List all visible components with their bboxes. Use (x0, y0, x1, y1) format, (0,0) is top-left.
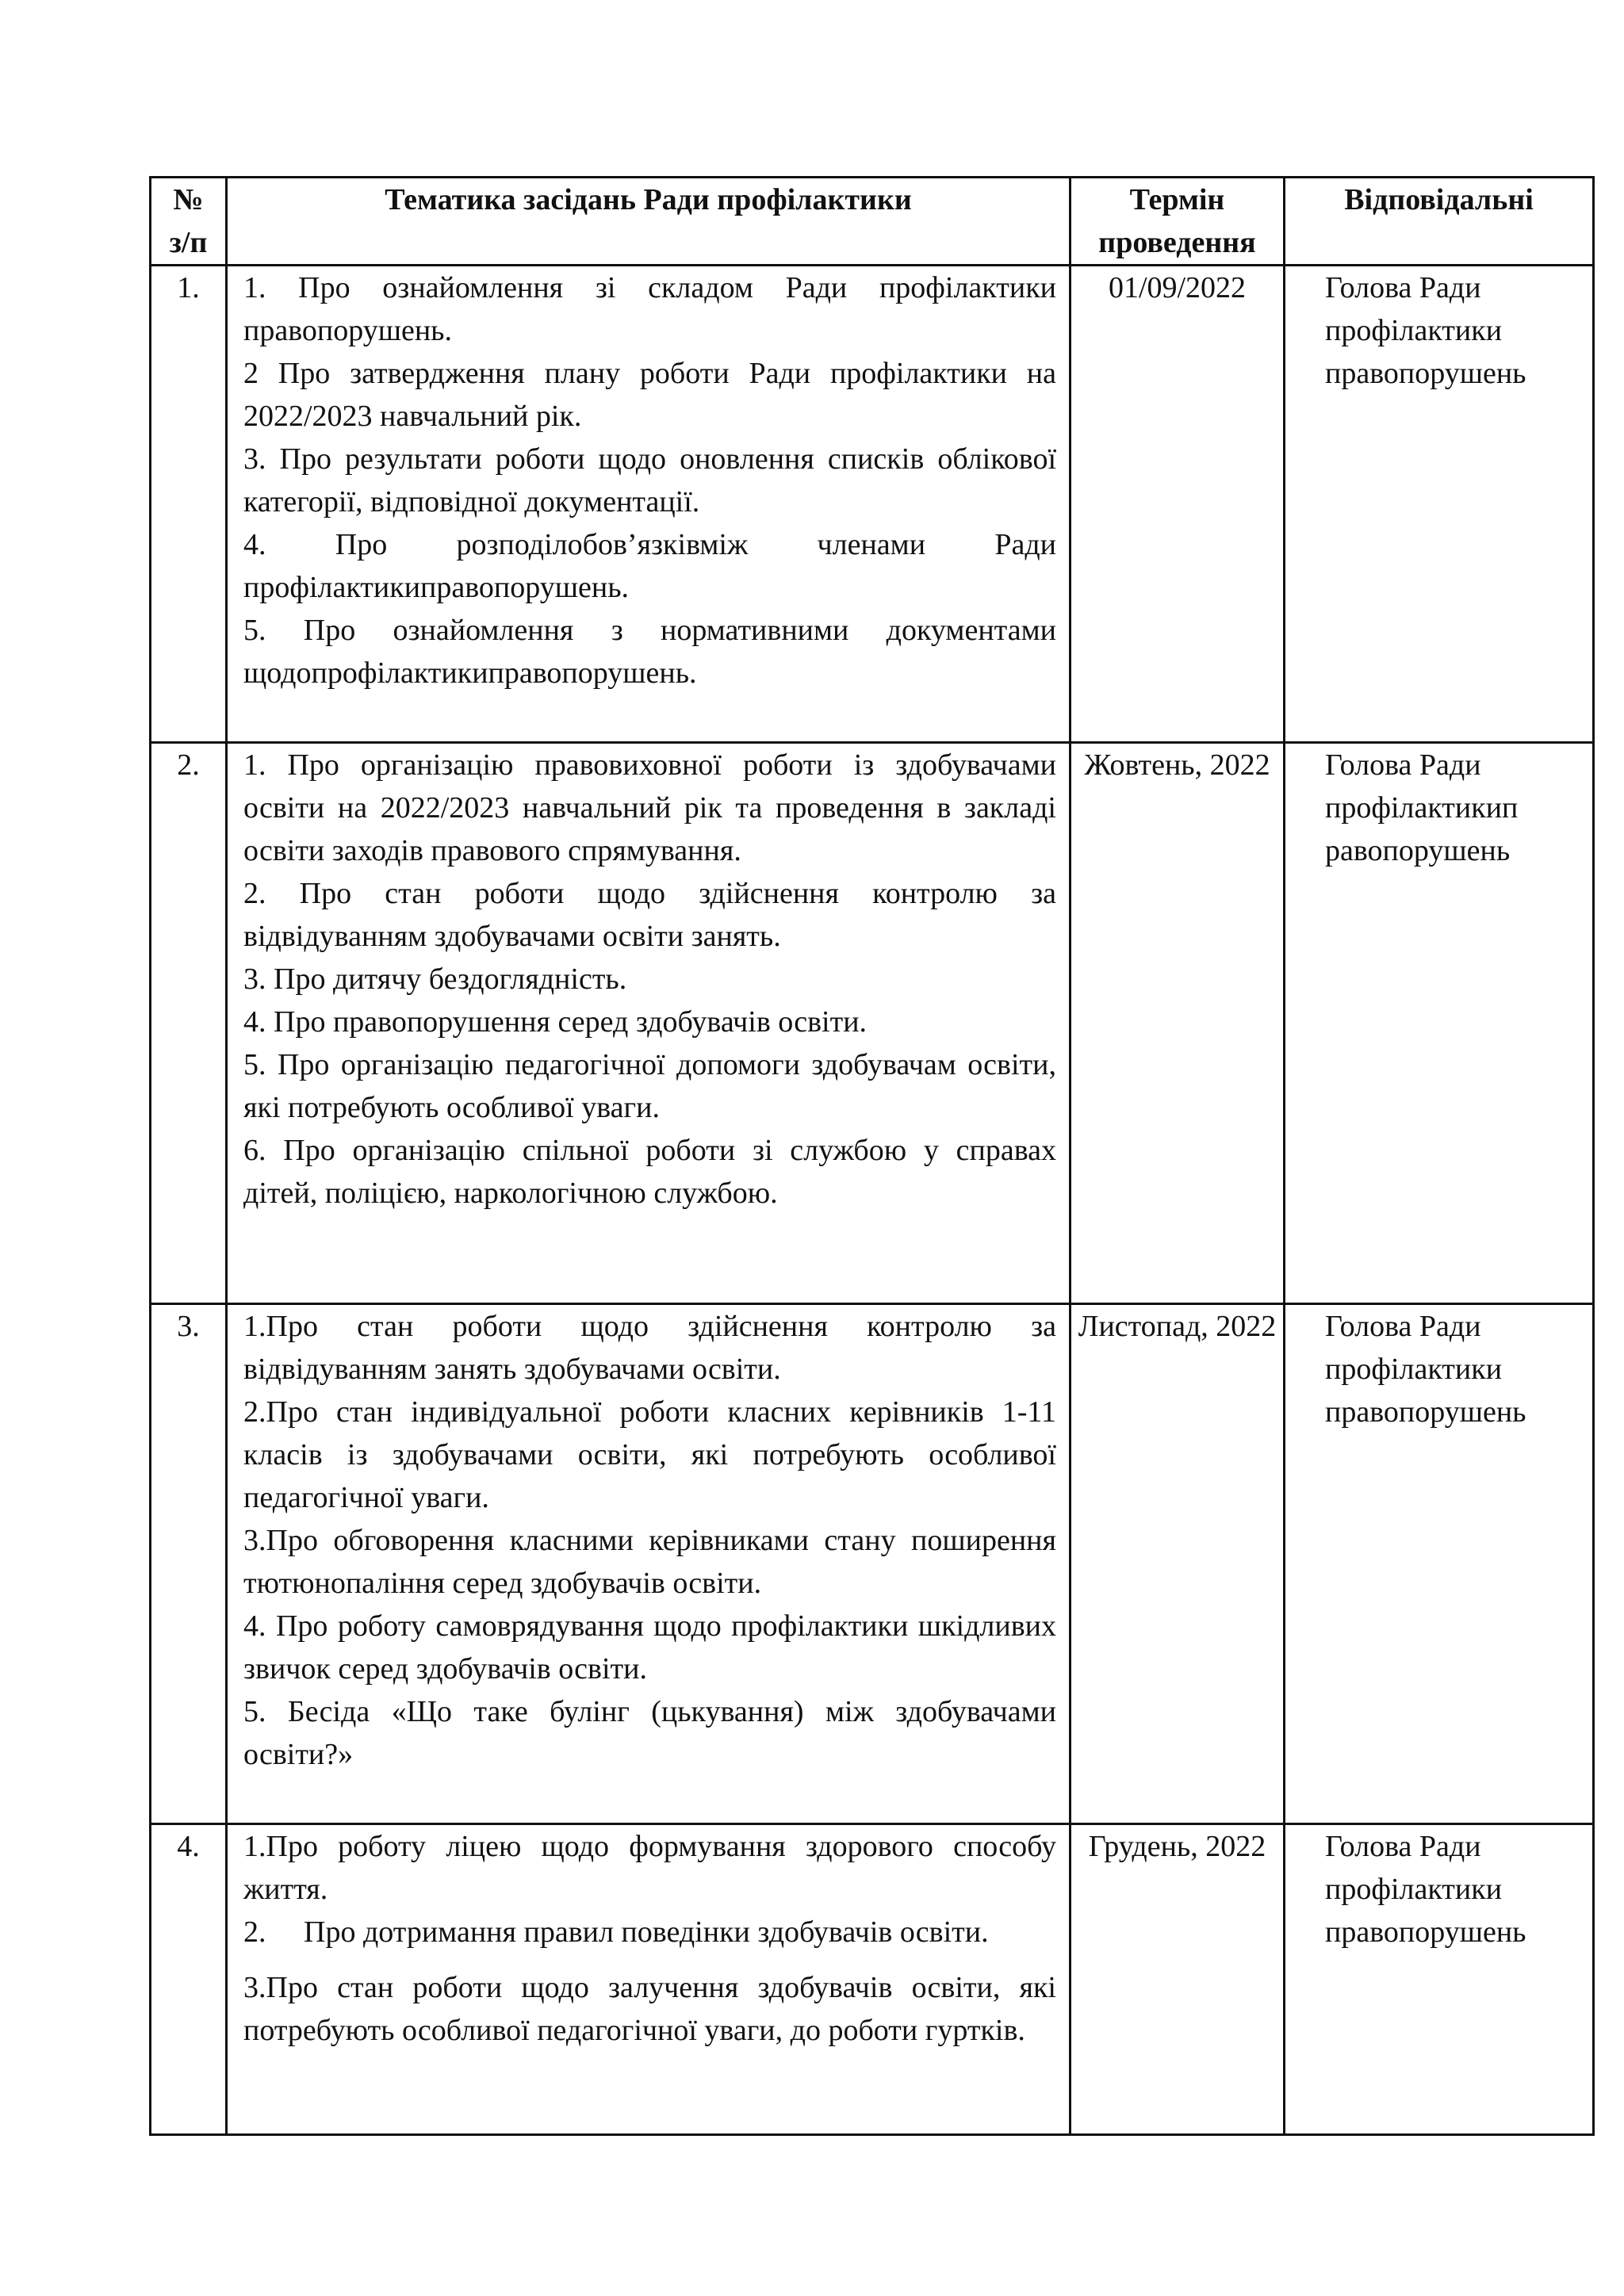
topic-item: 3.Про стан роботи щодо залучення здобувачів освіти, які потребують особливої педагогічної уваги, до роботи гуртків. (243, 1971, 1056, 2047)
topic-item: 1.Про стан роботи щодо здійснення контролю за відвідуванням занять здобувачами освіти. (243, 1310, 1056, 1386)
topic-item: 3. Про дитячу бездоглядність. (243, 962, 627, 996)
topic-item: 5. Бесіда «Що таке булінг (цькування) між здобувачами освіти?» (243, 1695, 1056, 1771)
row-responsible (1285, 743, 1594, 1304)
header-number: № з/п (151, 178, 227, 266)
responsible-line: Голова Ради (1325, 1310, 1481, 1343)
responsible-line: профілактики (1325, 1353, 1503, 1386)
row-topics (227, 266, 1071, 743)
responsible-line: Голова Ради (1325, 748, 1481, 782)
responsible-line: Голова Ради (1325, 271, 1481, 304)
topic-item: 3. Про результати роботи щодо оновлення списків облікової категорії, відповідної документації. (243, 442, 1056, 519)
topic-item: 4. Про правопорушення серед здобувачів освіти. (243, 1005, 868, 1039)
row-number: 4. (151, 1824, 227, 2135)
row-number: 1. (151, 266, 227, 743)
header-responsible: Відповідальні (1285, 178, 1594, 266)
row-term: 01/09/2022 (1071, 266, 1285, 743)
row-term: Жовтень, 2022 (1071, 743, 1285, 1304)
row-term: Листопад, 2022 (1071, 1304, 1285, 1824)
table-header-row (151, 178, 1594, 266)
row-responsible (1285, 266, 1594, 743)
row-responsible (1285, 1304, 1594, 1824)
topic-item: 1.Про роботу ліцею щодо формування здорового способу життя. (243, 1830, 1056, 1906)
topic-item: 4. Про розподілобов’язківміж членами Ради профілактикиправопорушень. (243, 528, 1056, 604)
responsible-line: профілактики (1325, 1873, 1503, 1906)
row-term: Грудень, 2022 (1071, 1824, 1285, 2135)
topic-item: 4. Про роботу самоврядування щодо профілактики шкідливих звичок серед здобувачів освіти. (243, 1609, 1056, 1686)
topic-item: 6. Про організацію спільної роботи зі службою у справах дітей, поліцією, наркологічною службою. (243, 1134, 1056, 1210)
topic-item: 5. Про ознайомлення з нормативними документами щодопрофілактикиправопорушень. (243, 614, 1056, 690)
responsible-line: профілактики (1325, 314, 1503, 347)
topic-item: 3.Про обговорення класними керівниками стану поширення тютюнопаління серед здобувачів освіти. (243, 1524, 1056, 1600)
topic-item: 2. Про дотримання правил поведінки здобувачів освіти. (243, 1915, 989, 1949)
topic-item: 2. Про стан роботи щодо здійснення контролю за відвідуванням здобувачами освіти занять. (243, 877, 1056, 953)
meetings-plan-table (149, 176, 1595, 2136)
topic-item: 5. Про організацію педагогічної допомоги здобувачам освіти, які потребують особливої уваги. (243, 1048, 1056, 1124)
table-row (151, 266, 1594, 743)
row-responsible (1285, 1824, 1594, 2135)
table-row (151, 1304, 1594, 1824)
responsible-line: правопорушень (1325, 1915, 1526, 1949)
responsible-line: равопорушень (1325, 834, 1511, 867)
table-row (151, 1824, 1594, 2135)
row-number: 2. (151, 743, 227, 1304)
header-topic: Тематика засідань Ради профілактики (227, 178, 1071, 266)
topic-item: 2.Про стан індивідуальної роботи класних керівників 1-11 класів із здобувачами освіти, які потребують особливої педагогічної уваги. (243, 1395, 1056, 1514)
row-topics (227, 1304, 1071, 1824)
responsible-line: Голова Ради (1325, 1830, 1481, 1863)
row-topics (227, 743, 1071, 1304)
responsible-line: правопорушень (1325, 357, 1526, 390)
topic-item: 2 Про затвердження плану роботи Ради профілактики на 2022/2023 навчальний рік. (243, 357, 1056, 433)
topic-item: 1. Про організацію правовиховної роботи із здобувачами освіти на 2022/2023 навчальний рік та проведення в закладі освіти заходів правового спрямування. (243, 748, 1056, 867)
row-topics (227, 1824, 1071, 2135)
table-row (151, 743, 1594, 1304)
topic-item: 1. Про ознайомлення зі складом Ради профілактики правопорушень. (243, 271, 1056, 347)
responsible-line: правопорушень (1325, 1395, 1526, 1429)
row-number: 3. (151, 1304, 227, 1824)
header-term: Термін проведення (1071, 178, 1285, 266)
responsible-line: профілактикип (1325, 791, 1519, 825)
